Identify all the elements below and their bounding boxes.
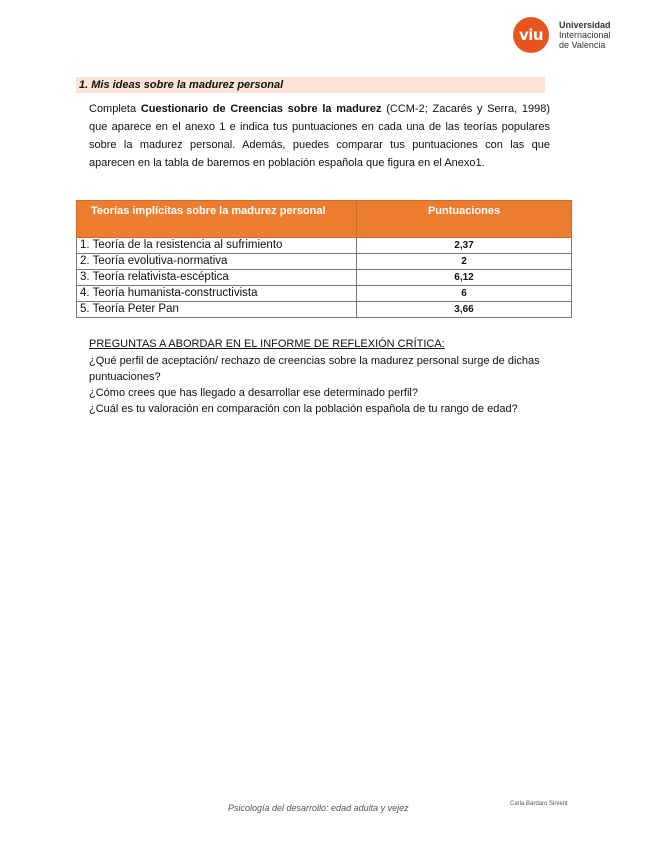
intro-paragraph — [89, 100, 550, 172]
question-item: ¿Cómo crees que has llegado a desarrollar ese determinado perfil? — [89, 387, 418, 399]
theory-cell: 3. Teoría relativista-escéptica — [77, 270, 357, 286]
score-cell: 6,12 — [357, 270, 572, 286]
intro-rest: (CCM-2; Zacarés y Serra, 1998) que aparece en el anexo 1 e indica tus puntuaciones en cada una de las teorías populares sobre la madurez personal. Además, puedes comparar tus puntuaciones con las que aparecen en la tabla de baremos en población española que figura en el Anexo1. — [89, 103, 550, 169]
university-name-line-2: Internacional — [559, 30, 611, 40]
theory-cell: 1. Teoría de la resistencia al sufrimiento — [77, 238, 357, 254]
scores-table-header — [77, 201, 572, 238]
scores-table — [76, 200, 572, 318]
table-row — [77, 254, 572, 270]
university-name-line-3: de Valencia — [559, 40, 606, 50]
intro-questionnaire-name: Cuestionario de Creencias sobre la madurez — [140, 103, 382, 115]
intro-lead: Completa — [89, 103, 141, 115]
theory-cell: 5. Teoría Peter Pan — [77, 302, 357, 318]
university-name-line-1: Universidad — [559, 20, 611, 30]
score-cell: 3,66 — [357, 302, 572, 318]
section-title: 1. Mis ideas sobre la madurez personal — [76, 77, 545, 93]
score-cell: 2 — [357, 254, 572, 270]
footer-course-title: Psicología del desarrollo: edad adulta y vejez — [228, 803, 409, 813]
column-header-theories: Teorías implícitas sobre la madurez personal — [77, 201, 357, 238]
question-item: ¿Cuál es tu valoración en comparación con la población española de tu rango de edad? — [89, 403, 518, 415]
university-name — [559, 20, 611, 50]
theory-cell: 2. Teoría evolutiva-normativa — [77, 254, 357, 270]
question-item: ¿Qué perfil de aceptación/ rechazo de creencias sobre la madurez personal surge de dichas puntuaciones? — [89, 355, 540, 383]
table-row — [77, 270, 572, 286]
table-row — [77, 302, 572, 318]
viu-logo-icon: viu — [513, 17, 549, 53]
questions-block — [89, 336, 559, 417]
score-cell: 2,37 — [357, 238, 572, 254]
theory-cell: 4. Teoría humanista-constructivista — [77, 286, 357, 302]
university-logo — [513, 17, 611, 53]
questions-heading: PREGUNTAS A ABORDAR EN EL INFORME DE REFLEXIÓN CRÍTICA: — [89, 338, 445, 350]
footer-author: Carla Bardaro Sirvent — [510, 801, 568, 807]
table-row — [77, 286, 572, 302]
table-row — [77, 238, 572, 254]
column-header-scores: Puntuaciones — [357, 201, 572, 238]
score-cell: 6 — [357, 286, 572, 302]
